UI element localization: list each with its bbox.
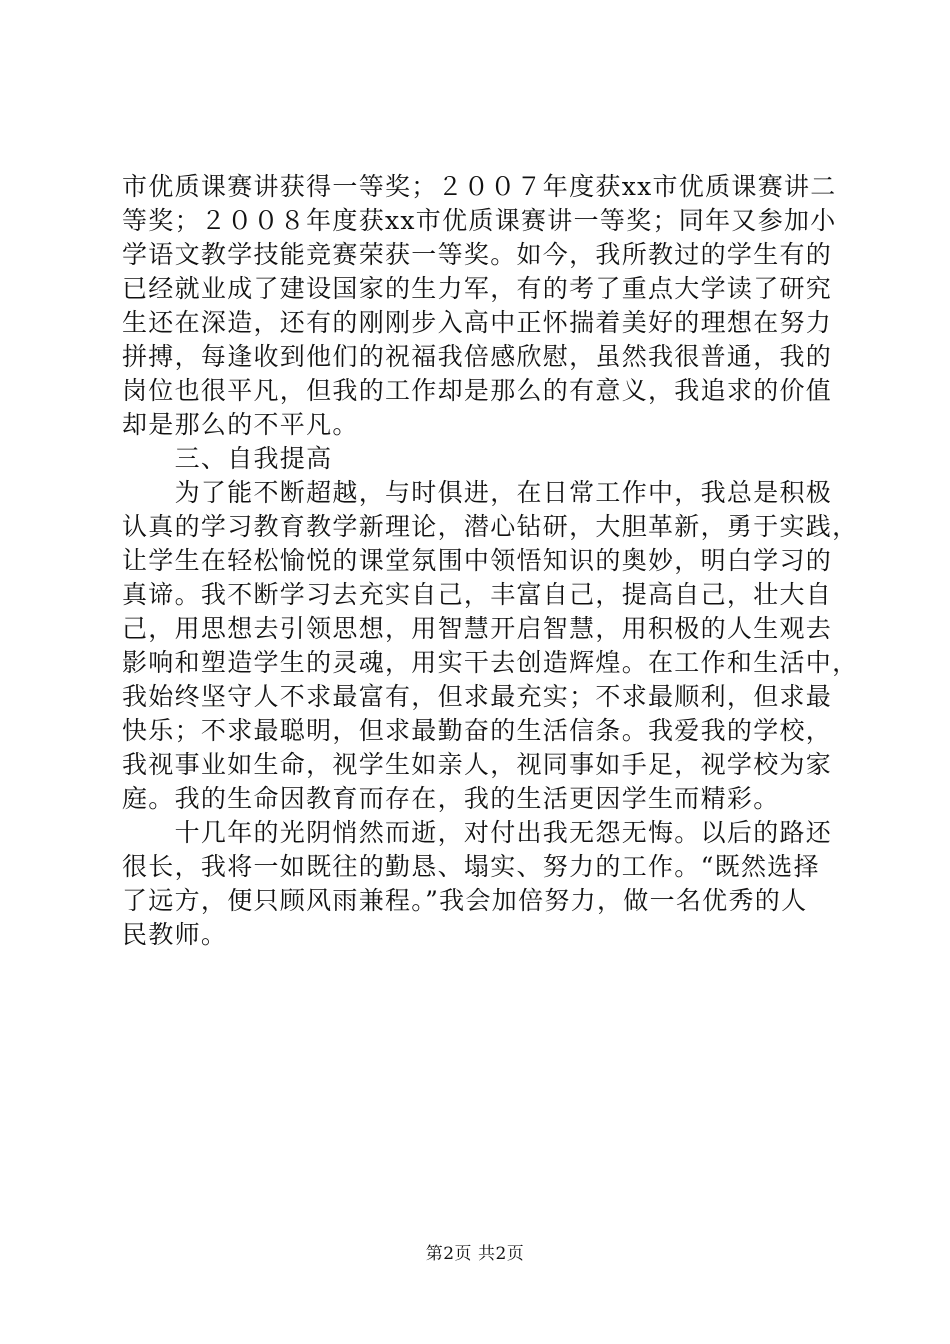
text-line: 为了能不断超越，与时俱进，在日常工作中，我总是积极 xyxy=(122,478,833,507)
text-line: 己，用思想去引领思想，用智慧开启智慧，用积极的人生观去 xyxy=(122,614,833,643)
page-number: 第2页 共2页 xyxy=(425,1244,525,1264)
text-line: 已经就业成了建设国家的生力军，有的考了重点大学读了研究 xyxy=(122,274,833,303)
text-line: 很长，我将一如既往的勤恳、塌实、努力的工作。“既然选择 xyxy=(122,852,820,881)
text-line: 却是那么的不平凡。 xyxy=(122,410,359,439)
text-line: 庭。我的生命因教育而存在，我的生活更因学生而精彩。 xyxy=(122,784,780,813)
text-line: 了远方，便只顾风雨兼程。”我会加倍努力，做一名优秀的人 xyxy=(122,886,808,915)
text-line: 生还在深造，还有的刚刚步入高中正怀揣着美好的理想在努力 xyxy=(122,308,833,337)
text-line: 拼搏，每逢收到他们的祝福我倍感欣慰，虽然我很普通，我的 xyxy=(122,342,833,371)
text-line: 民教师。 xyxy=(122,920,228,949)
text-line: 我视事业如生命，视学生如亲人，视同事如手足，视学校为家 xyxy=(122,750,833,779)
text-line: 快乐；不求最聪明，但求最勤奋的生活信条。我爱我的学校， xyxy=(122,716,833,745)
text-line: 我始终坚守人不求最富有，但求最充实；不求最顺利，但求最 xyxy=(122,682,833,711)
section-heading: 三、自我提高 xyxy=(122,444,333,473)
text-line: 认真的学习教育教学新理论，潜心钻研，大胆革新，勇于实践， xyxy=(122,512,859,541)
text-line: 让学生在轻松愉悦的课堂氛围中领悟知识的奥妙，明白学习的 xyxy=(122,546,833,575)
text-line: 真谛。我不断学习去充实自己，丰富自己，提高自己，壮大自 xyxy=(122,580,833,609)
text-line: 岗位也很平凡，但我的工作却是那么的有意义，我追求的价值 xyxy=(122,376,833,405)
text-line: 十几年的光阴悄然而逝，对付出我无怨无悔。以后的路还 xyxy=(122,818,833,847)
page-footer xyxy=(0,1243,950,1265)
text-line: 影响和塑造学生的灵魂，用实干去创造辉煌。在工作和生活中， xyxy=(122,648,859,677)
document-body xyxy=(122,170,859,952)
text-line: 学语文教学技能竞赛荣获一等奖。如今，我所教过的学生有的 xyxy=(122,240,833,269)
text-line: 等奖；２００８年度获xx市优质课赛讲一等奖；同年又参加小 xyxy=(122,206,837,235)
text-line: 市优质课赛讲获得一等奖；２００７年度获xx市优质课赛讲二 xyxy=(122,172,837,201)
